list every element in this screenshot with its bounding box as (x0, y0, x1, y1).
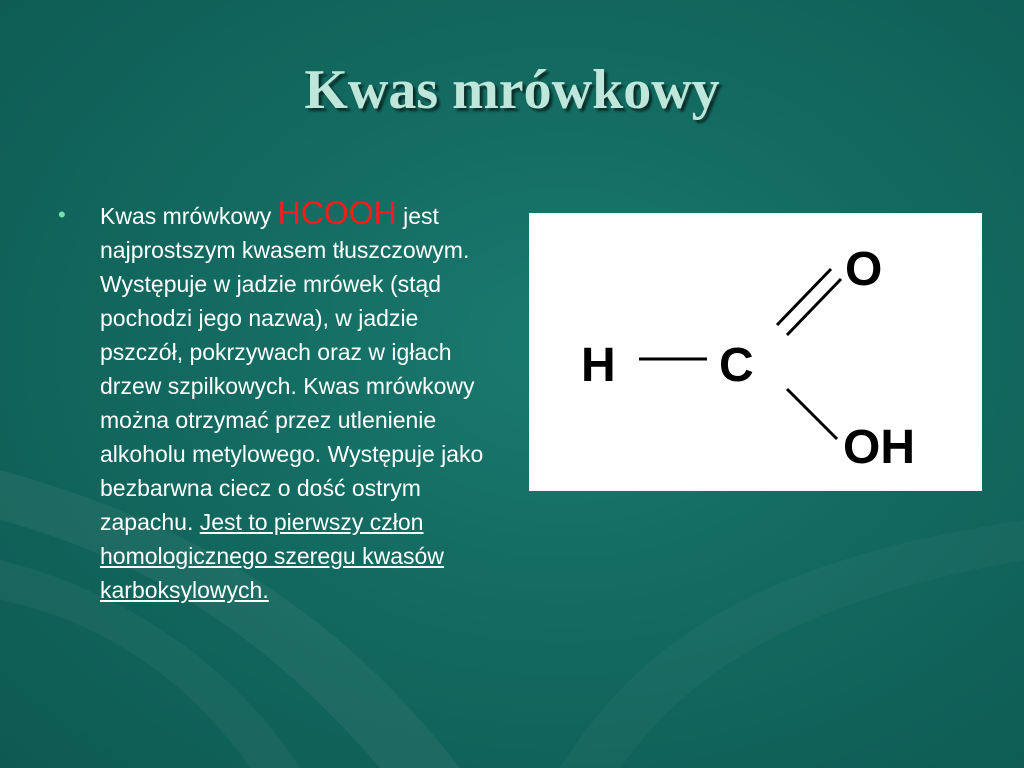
bullet-body-text: jest najprostszym kwasem tłuszczowym. Występuje w jadzie mrówek (stąd pochodzi jego nazwa), w jadzie pszczół, pokrzywach oraz w igłach drzew szpilkowych. Kwas mrówkowy można otrzymać przez utlenienie alkoholu metylowego. Występuje jako bezbarwna ciecz o dość ostrym zapachu. (100, 203, 484, 535)
bullet-item (58, 196, 498, 607)
atom-hydroxyl: OH (843, 421, 915, 474)
bullet-icon: • (58, 202, 66, 227)
underlined-conclusion: Jest to pierwszy człon homologicznego szeregu kwasów karboksylowych. (100, 509, 444, 603)
bond-c-oh (787, 389, 837, 439)
atom-carbon: C (719, 339, 754, 392)
chemical-formula: HCOOH (277, 195, 397, 231)
structural-formula-diagram (529, 213, 982, 491)
atom-hydrogen: H (581, 339, 616, 392)
slide-title: Kwas mrówkowy (304, 59, 720, 121)
bullet-lead-text: Kwas mrówkowy (100, 203, 278, 229)
atom-oxygen: O (845, 243, 883, 296)
structural-formula-svg (529, 213, 982, 491)
bullet-paragraph (100, 196, 498, 607)
